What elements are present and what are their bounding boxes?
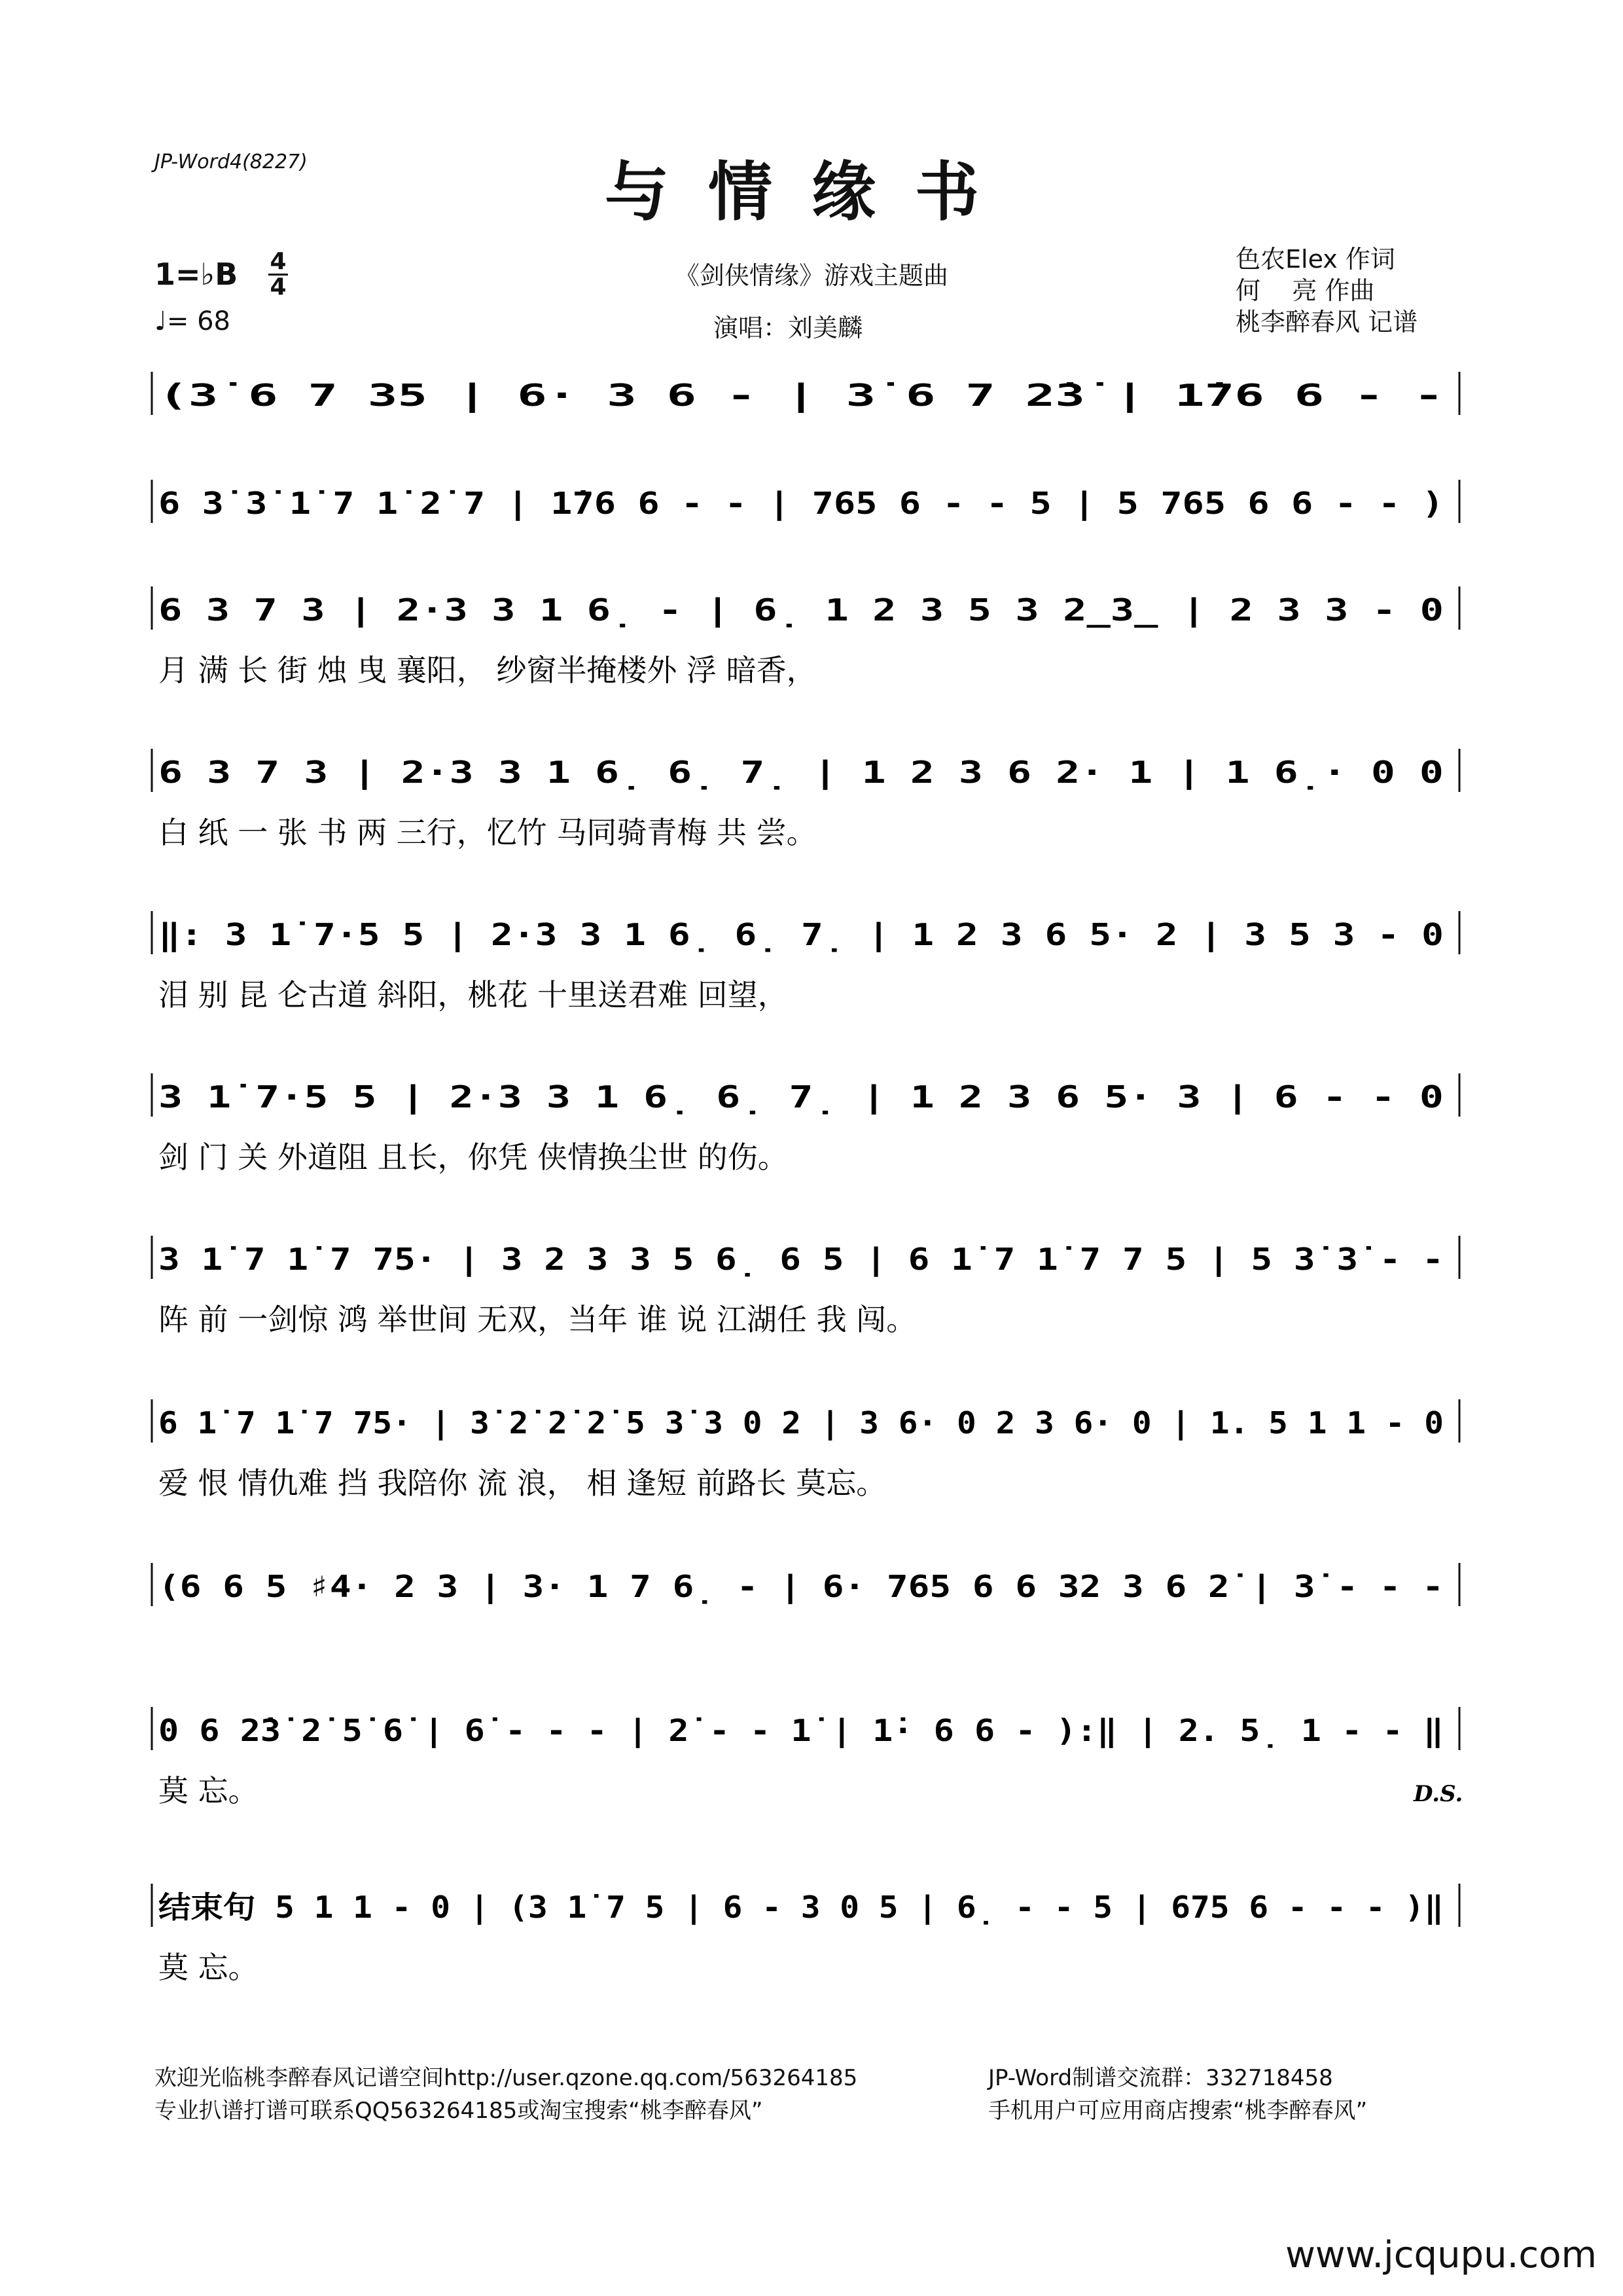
score-system <box>152 1884 1459 1985</box>
lyrics-line: 月 满 长 街 烛 曳 襄阳， 纱窗半掩楼外 浮 暗香， <box>158 653 817 688</box>
score-system <box>152 1563 1459 1606</box>
singer-credit: 演唱：刘美麟 <box>713 314 863 342</box>
notes-line: (6 6 5 ♯4· 2 3 | 3· 1 7 6̣ - | 6· 765 6 6 32 3 6 2̇ | 3̇ - - - <box>158 1569 1246 1604</box>
lyrics-line: 阵 前 一剑惊 鸿 举世间 无双，当年 谁 说 江湖任 我 闯。 <box>158 1302 917 1337</box>
song-title: 与情缘书 <box>604 154 1018 230</box>
score-system <box>152 372 1459 415</box>
footer-left <box>154 2062 857 2127</box>
notes-line: ‖: 3 1̇ 7·5 5 | 2·3 3 1 6̣ 6̣ 7̣ | 1 2 3 6 5· 2 | 3 5 3 - 0 <box>158 917 1210 952</box>
score-system <box>152 1236 1459 1337</box>
footer-line1-right: JP-Word制谱交流群：332718458 <box>988 2065 1333 2091</box>
da-segno-mark: D.S. <box>1414 1781 1463 1807</box>
notes-line: 3 1̇ 7·5 5 | 2·3 3 1 6̣ 6̣ 7̣ | 1 2 3 6 5· 3 | 6 - - 0 <box>158 1079 1119 1115</box>
lyrics-line: 莫 忘。 <box>158 1950 259 1985</box>
lyrics-line: 泪 别 昆 仑古道 斜阳，桃花 十里送君难 回望， <box>158 977 788 1013</box>
site-watermark: www.jcqupu.com <box>1285 2234 1597 2276</box>
footer-line2-left: 专业扒谱打谱可联系QQ563264185或淘宝搜索“桃李醉春风” <box>154 2098 763 2124</box>
key-signature: 1=♭B <box>154 257 238 292</box>
score-system <box>152 1707 1463 1808</box>
score-system <box>152 1399 1459 1501</box>
software-label: JP-Word4(8227) <box>154 151 308 173</box>
subtitle: 《剑侠情缘》游戏主题曲 <box>674 261 948 290</box>
tempo-marking: ♩= 68 <box>154 306 230 336</box>
notes-line: 3 1̇ 7 1̇ 7 75· | 3 2 3 3 5 6̣ 6 5 | 6 1̇ 7 1̇ 7 7 5 | 5 3̇ 3̇ - - <box>158 1242 1246 1277</box>
meter-top: 4 <box>270 248 287 275</box>
notes-line: 6 1̇ 7 1̇ 7 75· | 3̇ 2̇ 2̇ 2̇ 5 3̇ 3 0 2 | 3 6· 0 2 3 6· 0 | 1. 5 1 1 - 0 <box>158 1405 1355 1441</box>
transcriber-credit: 桃李醉春风 记谱 <box>1236 308 1418 336</box>
notes-line: 6 3 7 3 | 2·3 3 1 6̣ - | 6̣ 1 2 3 5 3 2̲3̲ | 2 3 3 - 0 <box>158 592 1137 628</box>
footer-line1-left: 欢迎光临桃李醉春风记谱空间http://user.qzone.qq.com/563264185 <box>154 2065 858 2091</box>
lyrics-line: 白 纸 一 张 书 两 三行，忆竹 马同骑青梅 共 尝。 <box>158 815 817 850</box>
score-system <box>152 480 1459 523</box>
notes-line: 6 3 7 3 | 2·3 3 1 6̣ 6̣ 7̣ | 1 2 3 6 2· 1 | 1 6̣· 0 0 <box>158 755 1119 790</box>
footer-right <box>988 2062 1367 2127</box>
lyricist-credit: 色农Elex 作词 <box>1236 245 1395 274</box>
notes-line: 6 3̇ 3̇ 1̇ 7 1̇ 2̇ 7 | 1̇76 6 - - | 765 6 - - 5 | 5 765 6 6 - - ) <box>158 486 1228 521</box>
score-system <box>152 749 1459 850</box>
lyrics-line: 剑 门 关 外道阻 且长，你凭 侠情换尘世 的伤。 <box>158 1139 788 1175</box>
notes-line: 结束句 5 1 1 - 0 | (3 1̇ 7 5 | 6 - 3 0 5 | 6̣ - - 5 | 675 6 - - - )‖ <box>158 1890 1355 1925</box>
score-system <box>152 1073 1459 1175</box>
score-system <box>152 911 1459 1013</box>
lyrics-line: 莫 忘。 <box>158 1773 259 1808</box>
notes-line: (3̇ 6 7 35 | 6· 3 6 - | 3̇ 6 7 2̇3̇ | 1̇76 6 - - <box>158 378 938 413</box>
notes-line: 0 6 2̇3̇ 2̇ 5̇ 6̇ | 6̇ - - - | 2̇ - - 1̇ | 1̇· 6 6 - ):‖ | 2. 5̣ 1 - - ‖ <box>158 1713 1300 1748</box>
composer-credit: 何 亮 作曲 <box>1236 276 1375 305</box>
footer-line2-right: 手机用户可应用商店搜索“桃李醉春风” <box>988 2098 1368 2124</box>
lyrics-line: 爱 恨 情仇难 挡 我陪你 流 浪， 相 逢短 前路长 莫忘。 <box>158 1465 887 1501</box>
meter-bottom: 4 <box>270 274 287 300</box>
score-system <box>152 586 1459 688</box>
